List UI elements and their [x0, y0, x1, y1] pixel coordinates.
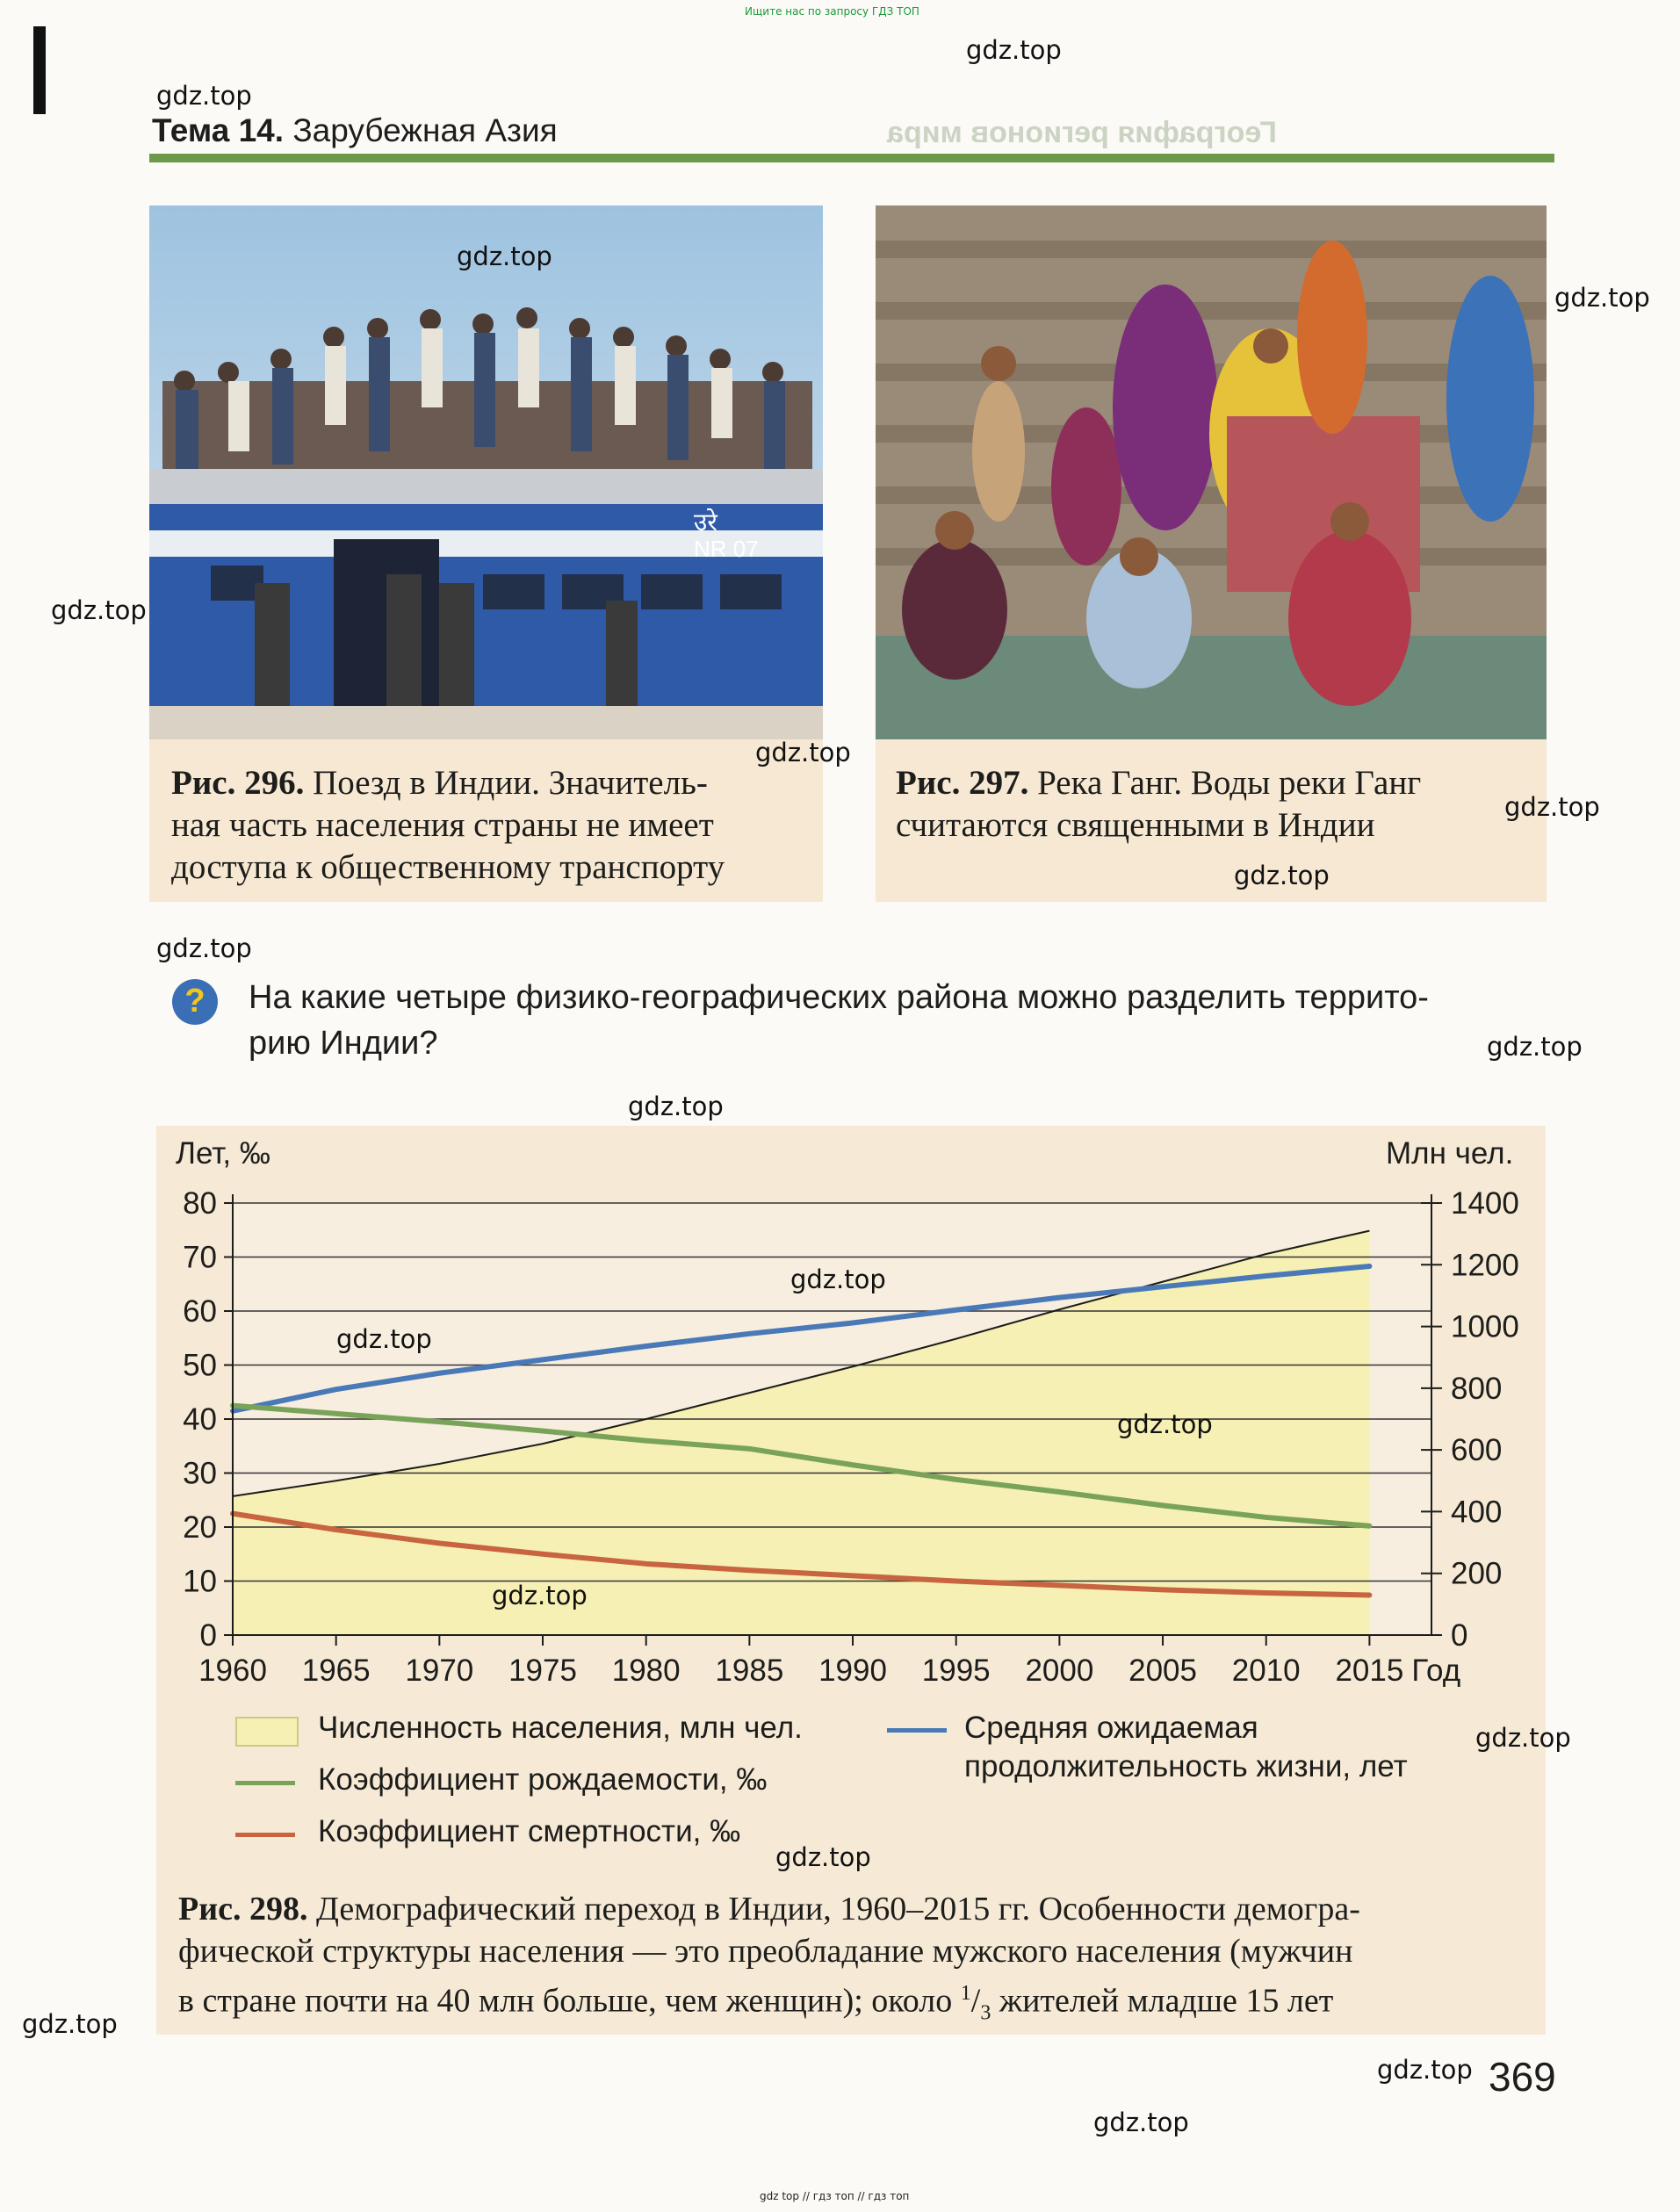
- x-tick-label: 2000: [1025, 1654, 1094, 1688]
- question-line2: рию Индии?: [249, 1025, 438, 1062]
- legend-population-swatch: [235, 1717, 299, 1747]
- left-tick-label: 30: [183, 1456, 217, 1491]
- bottom-banner: gdz top // гдз топ // гдз топ: [760, 2190, 910, 2202]
- watermark: gdz.top: [1487, 1032, 1583, 1062]
- watermark: gdz.top: [457, 241, 552, 271]
- legend-life-line2: продолжительность жизни, лет: [964, 1749, 1408, 1783]
- x-tick-label: 2010: [1231, 1654, 1301, 1688]
- watermark: gdz.top: [51, 595, 147, 625]
- legend-life-label: [964, 1709, 1408, 1786]
- x-tick-label: 1975: [508, 1654, 577, 1688]
- right-tick-label: 1000: [1451, 1309, 1519, 1344]
- fraction-numerator: 1: [960, 1982, 971, 2005]
- right-axis-label: Млн чел.: [1386, 1136, 1514, 1171]
- x-tick-label: 1970: [405, 1654, 474, 1688]
- fig298-caption: [178, 1888, 1548, 2034]
- x-tick-label: 1985: [715, 1654, 784, 1688]
- x-tick-label: 1965: [301, 1654, 371, 1688]
- x-axis-label: Год: [1411, 1654, 1461, 1688]
- legend-birth-label: Коэффициент рождаемости, ‰: [318, 1762, 768, 1797]
- page-number: 369: [1489, 2054, 1556, 2100]
- left-tick-label: 40: [183, 1402, 217, 1437]
- watermark: gdz.top: [22, 2009, 118, 2039]
- fig298-line2: фической структуры населения — это преобладание мужского населения (мужчин: [178, 1933, 1353, 1970]
- left-tick-label: 0: [199, 1618, 217, 1653]
- topic-label: Тема 14.: [152, 112, 285, 148]
- watermark: gdz.top: [628, 1092, 724, 1121]
- x-tick-label: 1995: [921, 1654, 991, 1688]
- watermark: gdz.top: [156, 81, 252, 111]
- fraction-denominator: 3: [980, 2001, 991, 2025]
- watermark: gdz.top: [775, 1842, 871, 1872]
- right-tick-label: 0: [1451, 1618, 1468, 1653]
- watermark: gdz.top: [1504, 792, 1600, 822]
- x-tick-label: 1960: [198, 1654, 267, 1688]
- x-tick-label: 2015: [1335, 1654, 1404, 1688]
- watermark: gdz.top: [966, 35, 1062, 65]
- legend-life-swatch: [887, 1728, 947, 1733]
- fig298-number: Рис. 298.: [178, 1891, 308, 1927]
- left-tick-label: 20: [183, 1510, 217, 1545]
- left-tick-label: 50: [183, 1348, 217, 1383]
- fig296-number: Рис. 296.: [171, 764, 305, 802]
- train-code: NR 07: [694, 536, 759, 562]
- x-tick-label: 2005: [1128, 1654, 1197, 1688]
- legend-life-line1: Средняя ожидаемая: [964, 1711, 1258, 1745]
- fig296-line2: ная часть населения страны не имеет: [171, 806, 714, 844]
- right-tick-label: 600: [1451, 1433, 1503, 1468]
- x-tick-label: 1990: [818, 1654, 887, 1688]
- fig297-line2: считаются священными в Индии: [896, 806, 1375, 844]
- right-tick-label: 200: [1451, 1556, 1503, 1591]
- watermark: gdz.top: [492, 1581, 588, 1610]
- question-line1: На какие четыре физико-географических района можно разделить террито-: [249, 979, 1429, 1016]
- top-banner: Ищите нас по запросу ГДЗ ТОП: [745, 5, 919, 18]
- left-tick-label: 10: [183, 1564, 217, 1599]
- right-tick-label: 800: [1451, 1371, 1503, 1406]
- left-tick-label: 60: [183, 1294, 217, 1329]
- left-tick-label: 80: [183, 1186, 217, 1221]
- left-tick-label: 70: [183, 1240, 217, 1275]
- watermark: gdz.top: [1093, 2108, 1189, 2137]
- x-tick-label: 1980: [611, 1654, 681, 1688]
- watermark: gdz.top: [755, 738, 851, 767]
- watermark: gdz.top: [1554, 283, 1650, 313]
- right-tick-label: 1200: [1451, 1248, 1519, 1283]
- fig298-line3: в стране почти на 40 млн больше, чем женщин); около $^1/_3$ жителей младше 15 лет: [178, 1982, 1334, 2025]
- fig296-line3: доступа к общественному транспорту: [171, 848, 725, 886]
- watermark: gdz.top: [336, 1324, 432, 1354]
- question-icon: ?: [172, 979, 218, 1025]
- legend-population-label: Численность населения, млн чел.: [318, 1711, 803, 1745]
- watermark: gdz.top: [1234, 861, 1330, 890]
- watermark: gdz.top: [1377, 2055, 1473, 2085]
- fig296-line1: Поезд в Индии. Значитель-: [313, 764, 708, 802]
- watermark: gdz.top: [790, 1265, 886, 1294]
- train-mark: उरे: [694, 508, 717, 536]
- fig297-line1: Река Ганг. Воды реки Ганг: [1037, 764, 1422, 802]
- legend-birth-swatch: [235, 1781, 295, 1785]
- fig297-number: Рис. 297.: [896, 764, 1029, 802]
- watermark: gdz.top: [1475, 1723, 1571, 1753]
- right-tick-label: 400: [1451, 1495, 1503, 1530]
- legend-death-label: Коэффициент смертности, ‰: [318, 1814, 741, 1848]
- right-tick-label: 1400: [1451, 1186, 1519, 1221]
- left-axis-label: Лет, ‰: [176, 1136, 270, 1171]
- watermark: gdz.top: [156, 933, 252, 963]
- legend-death-swatch: [235, 1833, 295, 1837]
- topic-name: Зарубежная Азия: [292, 112, 558, 148]
- mirrored-section-title: География регионов мира: [887, 116, 1277, 149]
- fig298-line1: Демографический переход в Индии, 1960–2015 гг. Особенности демогра-: [315, 1891, 1360, 1927]
- watermark: gdz.top: [1117, 1409, 1213, 1439]
